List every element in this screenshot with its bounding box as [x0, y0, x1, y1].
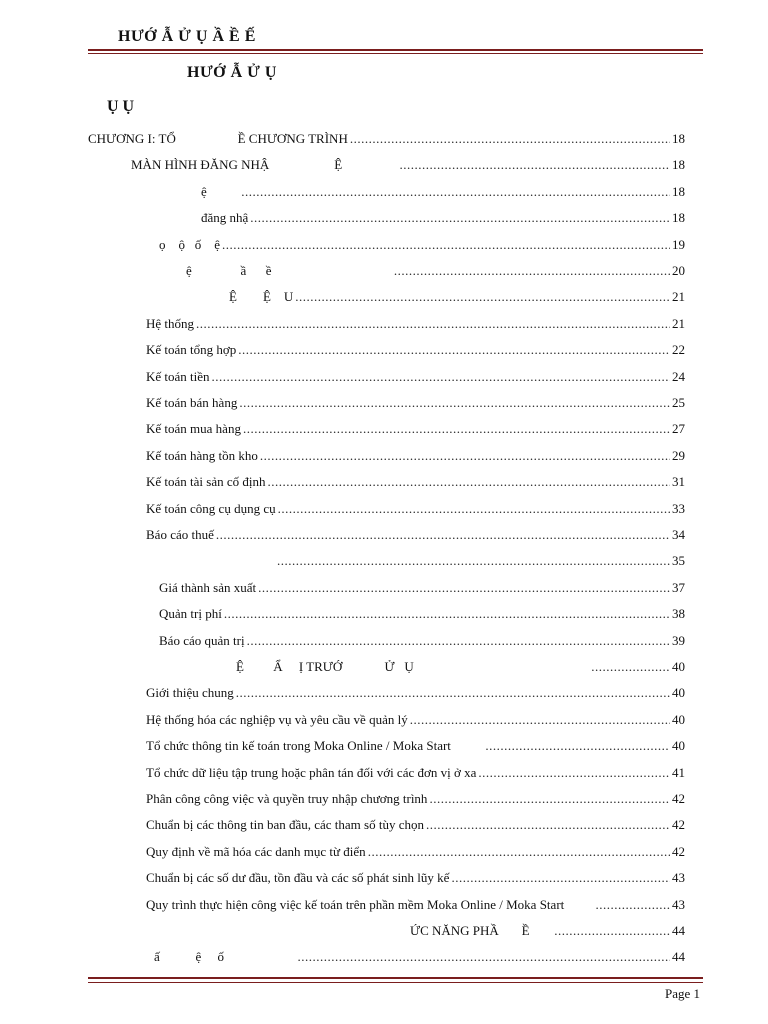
- toc-dot-leader: [410, 712, 670, 728]
- toc-entry[interactable]: [146, 395, 685, 415]
- toc-dot-leader: [400, 157, 671, 173]
- toc-entry-page-number: 21: [672, 315, 685, 331]
- toc-entry-page-number: 18: [672, 210, 685, 226]
- toc-dot-leader: [591, 659, 670, 675]
- toc-entry-title: Kế toán tiền: [146, 368, 210, 384]
- toc-entry-title: Quy định về mã hóa các danh mục từ điển: [146, 843, 366, 859]
- document-title: HƯỚ Ẫ Ử Ụ: [187, 64, 277, 81]
- toc-entry-page-number: 44: [672, 949, 685, 965]
- toc-entry[interactable]: [275, 553, 685, 573]
- toc-dot-leader: [298, 949, 670, 965]
- toc-entry-page-number: 41: [672, 764, 685, 780]
- toc-entry-title: Chuẩn bị các thông tin ban đầu, các tham số tùy chọn: [146, 817, 424, 833]
- toc-entry[interactable]: [146, 791, 685, 811]
- toc-entry-page-number: 42: [672, 817, 685, 833]
- toc-entry[interactable]: [186, 263, 685, 283]
- toc-entry[interactable]: [154, 949, 685, 969]
- toc-entry-title: Kế toán mua hàng: [146, 421, 241, 437]
- toc-entry-page-number: 31: [672, 474, 685, 490]
- toc-entry-page-number: 43: [672, 896, 685, 912]
- footer-rule-thin: [88, 982, 703, 983]
- toc-entry[interactable]: [201, 184, 685, 204]
- toc-dot-leader: [224, 606, 670, 622]
- toc-entry[interactable]: [146, 870, 685, 890]
- toc-entry[interactable]: [146, 316, 685, 336]
- toc-entry-page-number: 21: [672, 289, 685, 305]
- page-header-title: HƯỚ Ẫ Ử Ụ Ầ Ề Ế: [118, 28, 256, 45]
- toc-entry-page-number: 18: [672, 157, 685, 173]
- toc-entry-page-number: 24: [672, 368, 685, 384]
- toc-entry-page-number: 40: [672, 659, 685, 674]
- footer-page-number: Page 1: [664, 986, 700, 1001]
- toc-entry-title: Tổ chức thông tin kế toán trong Moka Online / Moka Start: [146, 738, 451, 754]
- toc-entry[interactable]: [146, 421, 685, 441]
- toc-entry-title: Quản trị phí: [159, 606, 222, 622]
- toc-entry[interactable]: [146, 342, 685, 362]
- toc-dot-leader: [196, 316, 670, 332]
- toc-entry-title: Phân công công việc và quyền truy nhập chương trình: [146, 791, 428, 806]
- toc-dot-leader: [258, 580, 670, 596]
- toc-entry-title: Hệ thống hóa các nghiệp vụ và yêu cầu về quản lý: [146, 711, 408, 727]
- toc-dot-leader: [278, 501, 670, 517]
- toc-dot-leader: [295, 289, 670, 305]
- toc-dot-leader: [478, 765, 670, 781]
- toc-entry-page-number: 39: [672, 632, 685, 648]
- toc-entry-title: ệ ầ ề: [186, 263, 272, 278]
- toc-entry-page-number: 40: [672, 711, 685, 727]
- toc-dot-leader: [554, 923, 670, 939]
- toc-entry-page-number: 34: [672, 527, 685, 542]
- toc-dot-leader: [222, 237, 670, 253]
- toc-entry[interactable]: [410, 923, 685, 943]
- toc-dot-leader: [368, 844, 670, 860]
- toc-entry[interactable]: [146, 474, 685, 494]
- footer-rule-thick: [88, 977, 703, 979]
- toc-heading: Ụ Ụ: [107, 98, 135, 115]
- toc-entry-page-number: 25: [672, 395, 685, 410]
- toc-entry-title: Giới thiệu chung: [146, 685, 234, 701]
- toc-dot-leader: [429, 791, 670, 807]
- toc-entry-title: CHƯƠNG I: TỔ Ề CHƯƠNG TRÌNH: [88, 131, 348, 146]
- toc-entry-title: ệ: [201, 183, 207, 199]
- toc-dot-leader: [451, 870, 670, 886]
- toc-entry[interactable]: [159, 580, 685, 600]
- toc-entry[interactable]: [146, 844, 685, 864]
- toc-entry-title: Ệ Ệ U: [229, 289, 294, 305]
- toc-entry[interactable]: [159, 606, 685, 626]
- toc-entry-page-number: 43: [672, 870, 685, 886]
- toc-entry-gap: [272, 263, 392, 279]
- toc-entry-title: đăng nhậ: [201, 210, 249, 226]
- toc-entry-title: Chuẩn bị các số dư đầu, tồn đầu và các số phát sinh lũy kế: [146, 870, 450, 886]
- toc-dot-leader: [243, 421, 670, 437]
- toc-entry-page-number: 42: [672, 791, 685, 806]
- toc-entry-page-number: 42: [672, 843, 685, 859]
- toc-entry-page-number: 40: [672, 738, 685, 754]
- header-rule-thin: [88, 53, 703, 54]
- toc-entry[interactable]: [146, 448, 685, 468]
- toc-dot-leader: [216, 527, 670, 543]
- toc-entry[interactable]: [146, 712, 685, 732]
- toc-entry[interactable]: [159, 633, 685, 653]
- toc-entry-title: MÀN HÌNH ĐĂNG NHẬ Ệ: [131, 157, 343, 173]
- toc-entry-title: Kế toán hàng tồn kho: [146, 447, 258, 463]
- toc-entry-page-number: 35: [672, 553, 685, 569]
- toc-entry-page-number: 19: [672, 236, 685, 252]
- toc-dot-leader: [239, 395, 670, 411]
- toc-dot-leader: [212, 369, 670, 385]
- toc-dot-leader: [241, 184, 670, 200]
- toc-entry-title: Ệ Ẩ Ị TRƯỚ Ử Ụ: [236, 659, 414, 674]
- toc-entry-gap: [207, 184, 240, 200]
- toc-entry[interactable]: [229, 289, 685, 309]
- toc-entry-title: Báo cáo quản trị: [159, 632, 245, 648]
- toc-entry-title: Kế toán bán hàng: [146, 395, 238, 410]
- toc-entry-title: Hệ thống: [146, 315, 195, 331]
- toc-entry[interactable]: [131, 157, 685, 177]
- toc-entry[interactable]: [146, 527, 685, 547]
- toc-entry-title: Kế toán công cụ dụng cụ: [146, 500, 276, 516]
- toc-entry-title: Kế toán tài sản cố định: [146, 474, 266, 490]
- toc-entry-page-number: 27: [672, 421, 685, 437]
- header-rule-thick: [88, 49, 703, 51]
- toc-dot-leader: [277, 553, 670, 569]
- toc-entry-page-number: 44: [672, 923, 685, 938]
- toc-entry-title: Giá thành sản xuất: [159, 579, 257, 595]
- toc-entry-page-number: 40: [672, 685, 685, 701]
- toc-entry[interactable]: [146, 765, 685, 785]
- toc-entry-page-number: 22: [672, 342, 685, 358]
- toc-entry[interactable]: [236, 659, 685, 679]
- toc-entry-gap: [530, 923, 553, 939]
- toc-entry[interactable]: [146, 738, 685, 758]
- toc-entry-gap: [414, 659, 590, 675]
- toc-dot-leader: [238, 342, 670, 358]
- toc-entry[interactable]: [146, 897, 685, 917]
- toc-dot-leader: [250, 210, 670, 226]
- toc-entry-page-number: 37: [672, 579, 685, 595]
- toc-entry-page-number: 33: [672, 500, 685, 516]
- toc-dot-leader: [247, 633, 670, 649]
- toc-dot-leader: [350, 131, 670, 147]
- toc-entry-title: Kế toán tổng hợp: [146, 342, 237, 358]
- toc-dot-leader: [260, 448, 670, 464]
- toc-entry-page-number: 29: [672, 447, 685, 463]
- toc-entry-gap: [224, 949, 296, 965]
- toc-entry-gap: [342, 157, 397, 173]
- toc-entry[interactable]: [146, 501, 685, 521]
- toc-entry-title: Quy trình thực hiện công việc kế toán trên phần mềm Moka Online / Moka Start: [146, 896, 565, 912]
- toc-entry[interactable]: [159, 237, 685, 257]
- toc-dot-leader: [596, 897, 670, 913]
- toc-entry-title: ấ ệ ố: [154, 949, 225, 965]
- toc-entry-page-number: 18: [672, 183, 685, 199]
- toc-entry-title: Tổ chức dữ liệu tập trung hoặc phân tán đối với các đơn vị ở xa: [146, 764, 477, 780]
- toc-dot-leader: [426, 817, 670, 833]
- toc-entry-title: Báo cáo thuế: [146, 527, 214, 542]
- toc-entry-gap: [451, 738, 484, 754]
- toc-entry-page-number: 38: [672, 606, 685, 622]
- toc-entry[interactable]: [146, 369, 685, 389]
- toc-dot-leader: [236, 685, 670, 701]
- toc-entry-title: ọ ộ ố ệ: [159, 236, 221, 252]
- toc-entry[interactable]: [88, 131, 685, 151]
- toc-dot-leader: [394, 263, 670, 279]
- toc-entry[interactable]: [146, 817, 685, 837]
- toc-dot-leader: [485, 738, 670, 754]
- toc-entry-page-number: 18: [672, 131, 685, 146]
- toc-entry[interactable]: [146, 685, 685, 705]
- toc-dot-leader: [268, 474, 671, 490]
- toc-entry-title: ỨC NĂNG PHẦ Ề: [410, 923, 530, 938]
- toc-entry[interactable]: [201, 210, 685, 230]
- toc-entry-page-number: 20: [672, 263, 685, 278]
- toc-entry-gap: [564, 897, 593, 913]
